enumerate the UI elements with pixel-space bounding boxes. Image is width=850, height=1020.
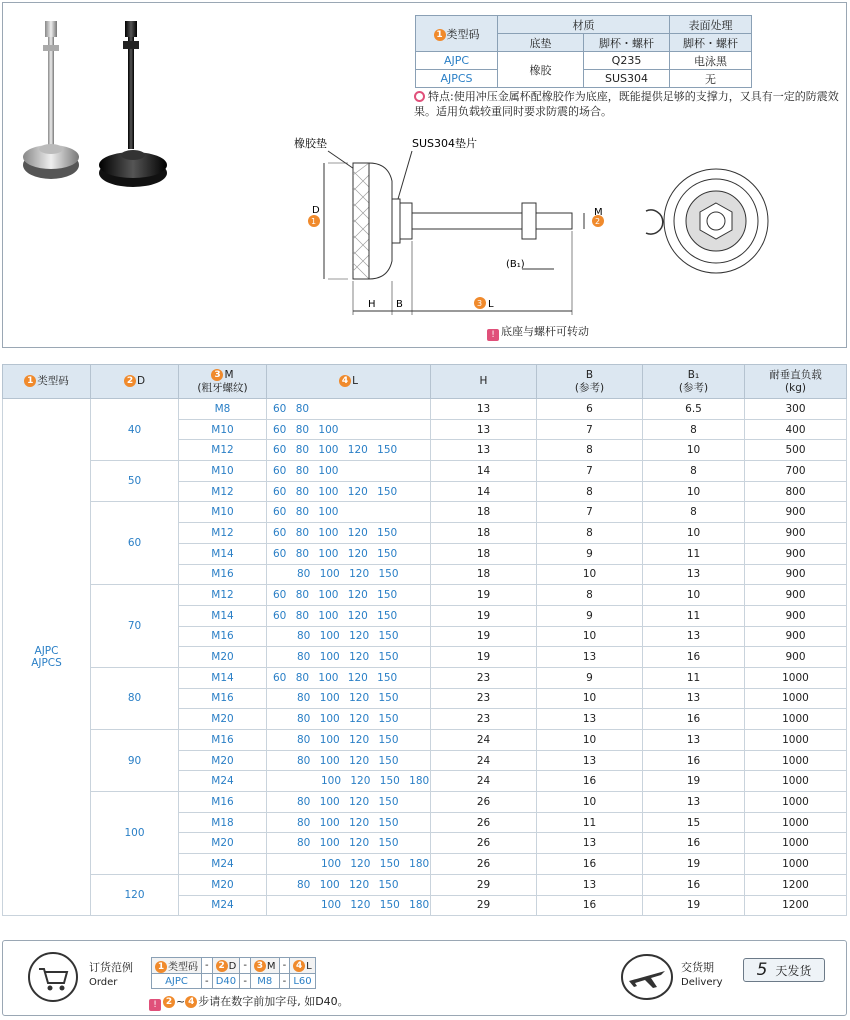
label-D: D: [312, 205, 320, 216]
b-cell: 10: [537, 564, 643, 585]
h-cell: 19: [431, 626, 537, 647]
m-cell: M12: [179, 523, 267, 544]
load-cell: 1000: [745, 792, 847, 813]
b1-cell: 16: [643, 833, 745, 854]
b1-cell: 13: [643, 626, 745, 647]
load-cell: 1000: [745, 667, 847, 688]
feature-icon: [414, 91, 425, 102]
d-cell: 60: [91, 502, 179, 585]
spec-table: [2, 364, 847, 916]
m-cell: M18: [179, 812, 267, 833]
h-cell: 14: [431, 481, 537, 502]
b-cell: 7: [537, 461, 643, 482]
load-cell: 900: [745, 585, 847, 606]
l-cell: 80 100 120 150: [267, 874, 431, 895]
load-cell: 800: [745, 481, 847, 502]
l-cell: 60 80: [267, 399, 431, 420]
h-cell: 18: [431, 543, 537, 564]
l-cell: 80 100 120 150: [267, 709, 431, 730]
d-cell: 100: [91, 792, 179, 875]
b1-cell: 8: [643, 502, 745, 523]
load-cell: 1000: [745, 833, 847, 854]
m-cell: M24: [179, 895, 267, 916]
h-cell: 23: [431, 667, 537, 688]
b1-cell: 19: [643, 854, 745, 875]
b-cell: 13: [537, 647, 643, 668]
b-cell: 10: [537, 730, 643, 751]
table-row: [3, 792, 847, 813]
d-cell: 90: [91, 730, 179, 792]
m-cell: M12: [179, 585, 267, 606]
m-cell: M16: [179, 792, 267, 813]
feature-text: 特点:使用冲压金属杯配橡胶作为底座，既能提供足够的支撑力，又具有一定的防震效果。适用负载较重同时要求防震的场合。: [414, 90, 839, 118]
b1-cell: 10: [643, 523, 745, 544]
b-cell: 13: [537, 874, 643, 895]
table-row: [3, 399, 847, 420]
table-row: [3, 461, 847, 482]
type-cell: AJPC AJPCS: [3, 399, 91, 916]
d-cell: 70: [91, 585, 179, 668]
l-cell: 100 120 150 180: [267, 771, 431, 792]
order-example-panel: [2, 940, 847, 1016]
m-cell: M10: [179, 461, 267, 482]
label-rubber: 橡胶垫: [294, 137, 327, 150]
h-cell: 24: [431, 730, 537, 751]
m-cell: M12: [179, 440, 267, 461]
product-photo: [21, 15, 181, 187]
table-row: [3, 874, 847, 895]
h-cell: 29: [431, 874, 537, 895]
h-cell: 13: [431, 440, 537, 461]
load-cell: 900: [745, 564, 847, 585]
h-cell: 26: [431, 792, 537, 813]
l-cell: 60 80 100 120 150: [267, 667, 431, 688]
b-cell: 16: [537, 771, 643, 792]
b1-cell: 10: [643, 585, 745, 606]
svg-text:2: 2: [595, 217, 601, 226]
m-cell: M20: [179, 833, 267, 854]
load-cell: 900: [745, 543, 847, 564]
b1-cell: 13: [643, 564, 745, 585]
h-cell: 14: [431, 461, 537, 482]
b-cell: 10: [537, 688, 643, 709]
l-cell: 60 80 100 120 150: [267, 481, 431, 502]
l-cell: 60 80 100 120 150: [267, 585, 431, 606]
l-cell: 80 100 120 150: [267, 833, 431, 854]
d-cell: 50: [91, 461, 179, 502]
load-cell: 1000: [745, 750, 847, 771]
m-cell: M14: [179, 667, 267, 688]
table-row: [3, 730, 847, 751]
b-cell: 8: [537, 585, 643, 606]
b-cell: 16: [537, 854, 643, 875]
m-cell: M8: [179, 399, 267, 420]
h-cell: 18: [431, 564, 537, 585]
d-cell: 40: [91, 399, 179, 461]
b1-cell: 16: [643, 647, 745, 668]
label-washer: SUS304垫片: [412, 137, 478, 150]
b1-cell: 10: [643, 481, 745, 502]
l-cell: 80 100 120 150: [267, 564, 431, 585]
h-cell: 26: [431, 833, 537, 854]
lock-icon: !: [487, 329, 499, 341]
load-cell: 900: [745, 647, 847, 668]
m-cell: M20: [179, 709, 267, 730]
airplane-icon: [621, 953, 673, 1001]
h-cell: 29: [431, 895, 537, 916]
load-cell: 900: [745, 523, 847, 544]
m-cell: M12: [179, 481, 267, 502]
b-cell: 8: [537, 440, 643, 461]
m-cell: M24: [179, 771, 267, 792]
m-cell: M10: [179, 419, 267, 440]
b1-cell: 11: [643, 543, 745, 564]
h-cell: 18: [431, 502, 537, 523]
d-cell: 80: [91, 667, 179, 729]
load-cell: 1200: [745, 874, 847, 895]
l-cell: 80 100 120 150: [267, 688, 431, 709]
l-cell: 80 100 120 150: [267, 812, 431, 833]
b1-cell: 13: [643, 688, 745, 709]
b1-cell: 13: [643, 730, 745, 751]
b1-cell: 10: [643, 440, 745, 461]
h-cell: 23: [431, 688, 537, 709]
m-cell: M16: [179, 730, 267, 751]
load-cell: 1000: [745, 771, 847, 792]
b-cell: 13: [537, 750, 643, 771]
b-cell: 6: [537, 399, 643, 420]
delivery-badge: 5 天发货: [743, 958, 825, 982]
m-cell: M16: [179, 626, 267, 647]
rotate-note: ! 底座与螺杆可转动: [487, 323, 589, 341]
m-cell: M20: [179, 874, 267, 895]
h-cell: 19: [431, 585, 537, 606]
l-cell: 60 80 100: [267, 461, 431, 482]
b-cell: 9: [537, 543, 643, 564]
order-note: ! 2 ~ 4 步请在数字前加字母, 如D40。: [149, 993, 349, 1011]
b-cell: 11: [537, 812, 643, 833]
h-cell: 19: [431, 605, 537, 626]
d-cell: 120: [91, 874, 179, 915]
technical-drawing: [288, 131, 848, 321]
l-cell: 60 80 100: [267, 419, 431, 440]
label-B: B: [396, 299, 403, 310]
b-cell: 10: [537, 792, 643, 813]
delivery-title: 交货期 Delivery: [681, 961, 723, 988]
b-cell: 7: [537, 502, 643, 523]
h-cell: 18: [431, 523, 537, 544]
load-cell: 1000: [745, 730, 847, 751]
table-row: [3, 585, 847, 606]
m-cell: M14: [179, 543, 267, 564]
h-cell: 24: [431, 771, 537, 792]
h-cell: 23: [431, 709, 537, 730]
m-cell: M20: [179, 647, 267, 668]
load-cell: 400: [745, 419, 847, 440]
cart-icon: [27, 951, 79, 1003]
label-H: H: [368, 299, 376, 310]
product-info-panel: [2, 2, 847, 348]
svg-text:3: 3: [477, 299, 483, 308]
h-cell: 26: [431, 854, 537, 875]
l-cell: 80 100 120 150: [267, 647, 431, 668]
b1-cell: 6.5: [643, 399, 745, 420]
load-cell: 1000: [745, 709, 847, 730]
label-L: L: [488, 299, 494, 310]
load-cell: 700: [745, 461, 847, 482]
m-cell: M10: [179, 502, 267, 523]
b1-cell: 16: [643, 709, 745, 730]
l-cell: 60 80 100: [267, 502, 431, 523]
l-cell: 80 100 120 150: [267, 626, 431, 647]
b1-cell: 16: [643, 750, 745, 771]
l-cell: 60 80 100 120 150: [267, 605, 431, 626]
load-cell: 1000: [745, 854, 847, 875]
load-cell: 500: [745, 440, 847, 461]
b1-cell: 11: [643, 605, 745, 626]
l-cell: 100 120 150 180: [267, 854, 431, 875]
m-cell: M16: [179, 688, 267, 709]
label-B1: (B₁): [506, 259, 525, 270]
order-table: 1 类型码 - 2 D - 3 M - 4 L AJPC - D40 - M8 - L60: [151, 957, 316, 989]
b1-cell: 19: [643, 771, 745, 792]
b1-cell: 11: [643, 667, 745, 688]
load-cell: 900: [745, 626, 847, 647]
h-cell: 13: [431, 419, 537, 440]
b1-cell: 8: [643, 461, 745, 482]
label-M: M: [594, 207, 603, 218]
b-cell: 10: [537, 626, 643, 647]
h-cell: 19: [431, 647, 537, 668]
table-row: [3, 502, 847, 523]
b1-cell: 15: [643, 812, 745, 833]
m-cell: M16: [179, 564, 267, 585]
b-cell: 9: [537, 667, 643, 688]
m-cell: M14: [179, 605, 267, 626]
h-cell: 26: [431, 812, 537, 833]
b-cell: 16: [537, 895, 643, 916]
l-cell: 60 80 100 120 150: [267, 543, 431, 564]
b-cell: 13: [537, 709, 643, 730]
load-cell: 1000: [745, 812, 847, 833]
l-cell: 80 100 120 150: [267, 792, 431, 813]
l-cell: 60 80 100 120 150: [267, 523, 431, 544]
b-cell: 7: [537, 419, 643, 440]
b-cell: 9: [537, 605, 643, 626]
h-cell: 24: [431, 750, 537, 771]
load-cell: 900: [745, 502, 847, 523]
load-cell: 900: [745, 605, 847, 626]
b1-cell: 13: [643, 792, 745, 813]
table-row: [3, 667, 847, 688]
material-table: 1 类型码 材质 表面处理 底垫 脚杯・螺杆 脚杯・螺杆 AJPC 橡胶 Q235 电泳黑 AJPCS SUS304 无: [415, 15, 752, 88]
order-title: 订货范例 Order: [89, 961, 133, 988]
load-cell: 300: [745, 399, 847, 420]
b-cell: 13: [537, 833, 643, 854]
b-cell: 8: [537, 523, 643, 544]
m-cell: M24: [179, 854, 267, 875]
b1-cell: 19: [643, 895, 745, 916]
load-cell: 1200: [745, 895, 847, 916]
l-cell: 80 100 120 150: [267, 730, 431, 751]
l-cell: 60 80 100 120 150: [267, 440, 431, 461]
b1-cell: 8: [643, 419, 745, 440]
b1-cell: 16: [643, 874, 745, 895]
l-cell: 100 120 150 180: [267, 895, 431, 916]
m-cell: M20: [179, 750, 267, 771]
l-cell: 80 100 120 150: [267, 750, 431, 771]
spec-header-row: 1 类型码 2 D 3 M (粗牙螺纹) 4 L H B (参考) B₁ (参考) 耐垂直负载 (kg): [3, 365, 847, 399]
h-cell: 13: [431, 399, 537, 420]
load-cell: 1000: [745, 688, 847, 709]
b-cell: 8: [537, 481, 643, 502]
svg-text:1: 1: [311, 217, 317, 226]
